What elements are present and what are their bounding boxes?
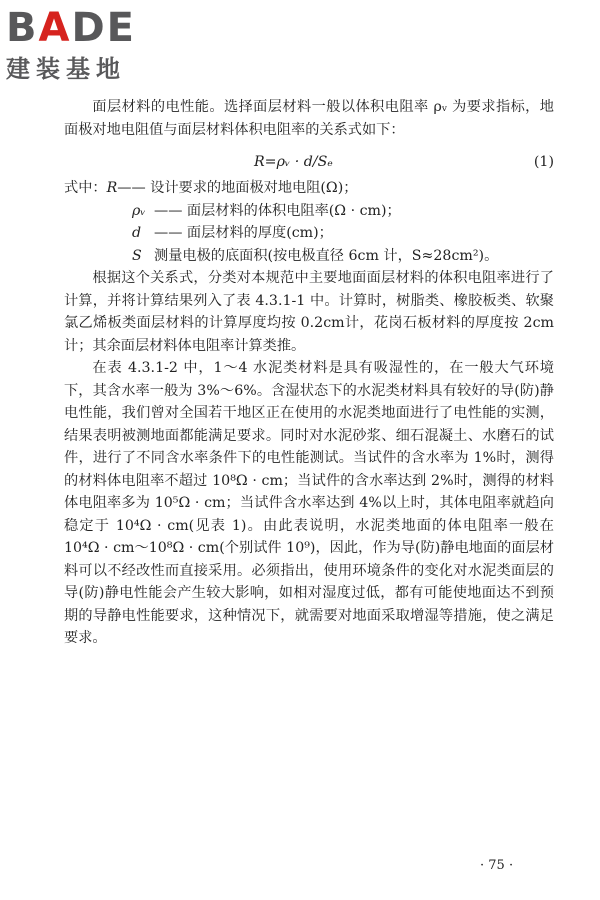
definition-lead: 式中： — [64, 180, 107, 196]
definition-row — [64, 222, 554, 245]
logo-letters-de: DE — [71, 5, 136, 51]
page-number: · 75 · — [480, 858, 514, 873]
definition-row — [64, 245, 554, 268]
logo-subtitle: 建装基地 — [6, 55, 126, 83]
definition-symbol: d — [132, 225, 142, 241]
intro-paragraph: 面层材料的电性能。选择面层材料一般以体积电阻率 ρᵥ 为要求指标，地面极对地电阻值与面层材料体积电阻率的关系式如下： — [64, 99, 554, 138]
definition-symbol: ρᵥ — [132, 202, 146, 219]
definition-row — [64, 200, 554, 223]
logo — [6, 6, 186, 88]
cement-material-paragraph: 在表 4.3.1-2 中，1～4 水泥类材料是具有吸湿性的，在一般大气环境下，其含水率一般为 3%～6%。含湿状态下的水泥类材料具有较好的导(防)静电性能，我们曾对全国若干地区正在使用的水泥类地面进行了电性能的实测，结果表明被测地面都能满足要求。同时对水泥砂浆、细石混凝土、水磨石的试件，进行了不同含水率条件下的电性能测试。当试件的含水率为 1%时，测得的材料体电阻率不超过 10⁸Ω · cm；当试件的含水率达到 2%时，测得的材料体电阻率多为 10⁵Ω · cm；当试件含水率达到 4%以上时，其体电阻率就趋向稳定于 10⁴Ω · cm(见表 1)。由此表说明，水泥类地面的体电阻率一般在 10⁴Ω · cm～10⁸Ω · cm(个别试件 10⁹)，因此，作为导(防)静电地面的面层材料可以不经改性而直接采用。必须指出，使用环境条件的变化对水泥类面层的导(防)静电性能会产生较大影响，如相对湿度过低，都有可能使地面达不到预期的导静电性能要求，这种情况下，就需要对地面采取增湿等措施，使之满足要求。 — [64, 360, 554, 646]
definition-text: —— 面层材料的厚度(cm)； — [154, 225, 333, 241]
definition-symbol: R — [106, 180, 118, 196]
definition-text: —— 面层材料的体积电阻率(Ω · cm)； — [154, 202, 401, 219]
definition-text: —— 设计要求的地面极对地电阻(Ω)； — [117, 180, 358, 196]
definition-text: 测量电极的底面积(按电极直径 6cm 计，S≈28cm²)。 — [154, 247, 499, 264]
definition-symbol: S — [132, 247, 142, 264]
formula-expression: R=ρᵥ · d/Sₑ — [254, 154, 333, 170]
calculation-paragraph: 根据这个关系式，分类对本规范中主要地面面层材料的体积电阻率进行了计算，并将计算结果列入了表 4.3.1-1 中。计算时，树脂类、橡胶板类、软聚氯乙烯板类面层材料的计算厚度均按 0.2cm计，花岗石板材料的厚度按 2cm 计；其余面层材料体电阻率计算类推。 — [64, 270, 554, 354]
formula-number: (1) — [533, 154, 554, 170]
logo-letter-a-accent: A — [38, 5, 72, 51]
logo-wordmark — [6, 6, 186, 50]
formula-line — [64, 147, 554, 177]
definition-row — [64, 177, 554, 200]
page-body — [64, 96, 554, 650]
logo-letter-b: B — [6, 5, 39, 51]
